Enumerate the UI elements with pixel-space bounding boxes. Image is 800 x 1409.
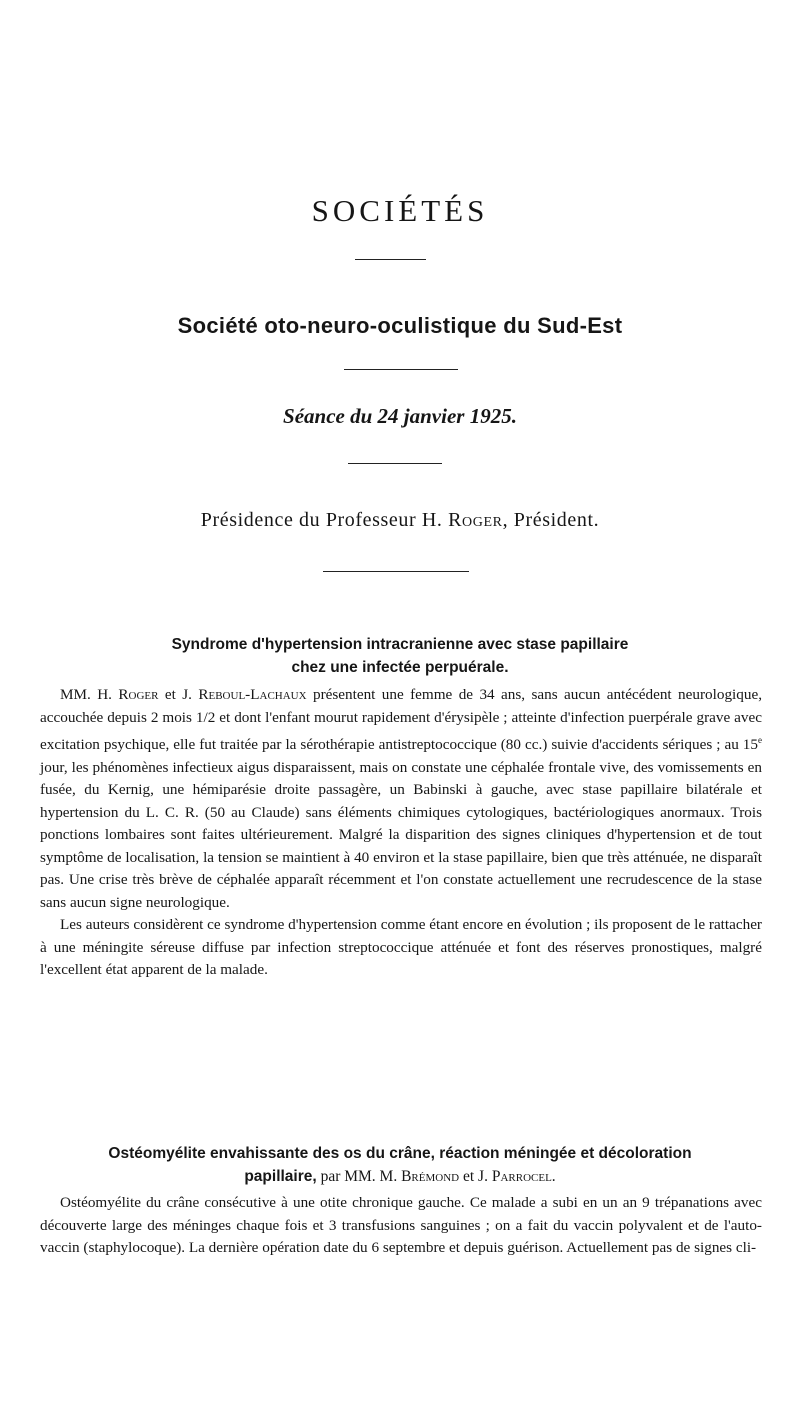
paragraph: Les auteurs considèrent ce syndrome d'hypertension comme étant encore en évolution ; ils proposent de le rattacher à une méningite séreuse diffuse par infection streptococcique atténuée et font des réserves pronostiques, malgré l'excellent état apparent de la malade. xyxy=(40,916,762,979)
author-name: Reboul-Lachaux xyxy=(198,686,307,703)
authors-intro: par MM. M. xyxy=(316,1168,402,1185)
paragraph-text: présentent une femme de 34 ans, sans aucun antécédent neurologique, accouchée depuis 2 mois 1/2 et dont l'enfant mourut rapidement d'érysipèle ; atteinte d'infection puerpérale grave avec excitation psychique, elle fut traitée par la sérothérapie antistreptococcique (80 cc.) suivie d'accidents sériques ; au 15 xyxy=(40,686,762,754)
title-end: . xyxy=(551,1168,556,1185)
authors-connector: et J. xyxy=(158,686,199,703)
divider xyxy=(348,463,442,464)
paragraph: Ostéomyélite du crâne consécutive à une otite chronique gauche. Ce malade a subi en un an 9 trépanations avec découverte large des méninges chaque fois et 3 transfusions sanguines ; on a fait du vaccin polyvalent et de l'auto-vaccin (staphylocoque). La dernière opération date du 6 septembre et depuis guérison. Actuellement pas de signes cli- xyxy=(40,1194,762,1256)
authors-connector: et J. xyxy=(459,1168,492,1185)
article-title-line xyxy=(38,1165,762,1188)
article-body xyxy=(40,1192,762,1260)
article-title-line: Ostéomyélite envahissante des os du crâne, réaction méningée et décoloration xyxy=(108,1145,692,1162)
article-body xyxy=(40,684,762,982)
divider xyxy=(323,571,469,572)
article-title-line: Syndrome d'hypertension intracranienne avec stase papillaire xyxy=(171,636,629,653)
president-name: Roger xyxy=(448,509,503,531)
divider xyxy=(344,369,458,370)
author-name: Parrocel xyxy=(491,1168,552,1185)
society-title: Société oto-neuro-oculistique du Sud-Est xyxy=(177,313,623,338)
author-name: Roger xyxy=(118,686,159,703)
paragraph xyxy=(40,684,762,914)
authors-intro: MM. H. xyxy=(60,686,119,703)
article-title-line: chez une infectée perpuérale. xyxy=(291,659,509,676)
author-name: Brémond xyxy=(401,1168,460,1185)
session-date: Séance du 24 janvier 1925. xyxy=(283,404,517,428)
section-title: SOCIÉTÉS xyxy=(311,193,489,228)
article-title-text: papillaire, xyxy=(244,1168,317,1185)
article-title xyxy=(38,633,762,679)
presidence-suffix: , Président. xyxy=(502,509,600,531)
presidence-prefix: Présidence du Professeur H. xyxy=(200,509,449,531)
divider xyxy=(355,259,426,260)
paragraph-text: jour, les phénomènes infectieux aigus disparaissent, mais on constate une céphalée frontale vive, des vomissements en fusée, du Kernig, une hémiparésie droite passagère, un Babinski à gauche, avec stase papillaire bilatérale et hypertension du L. C. R. (50 au Claude) sans éléments chimiques cytologiques, bactériologiques anormaux. Trois ponctions lombaires sont faites ultérieurement. Malgré la disparition des signes cliniques d'hypertension et de tout symptôme de localisation, la tension se maintient à 40 environ et la stase papillaire, bien que très atténuée, ne disparaît pas. Une crise très brève de céphalée apparaît récemment et l'on constate actuellement une recrudescence de la stase sans aucun signe neurologique. xyxy=(40,758,762,911)
ordinal-suffix: e xyxy=(758,735,762,745)
article-title xyxy=(38,1142,762,1188)
presidence-line xyxy=(0,509,800,532)
